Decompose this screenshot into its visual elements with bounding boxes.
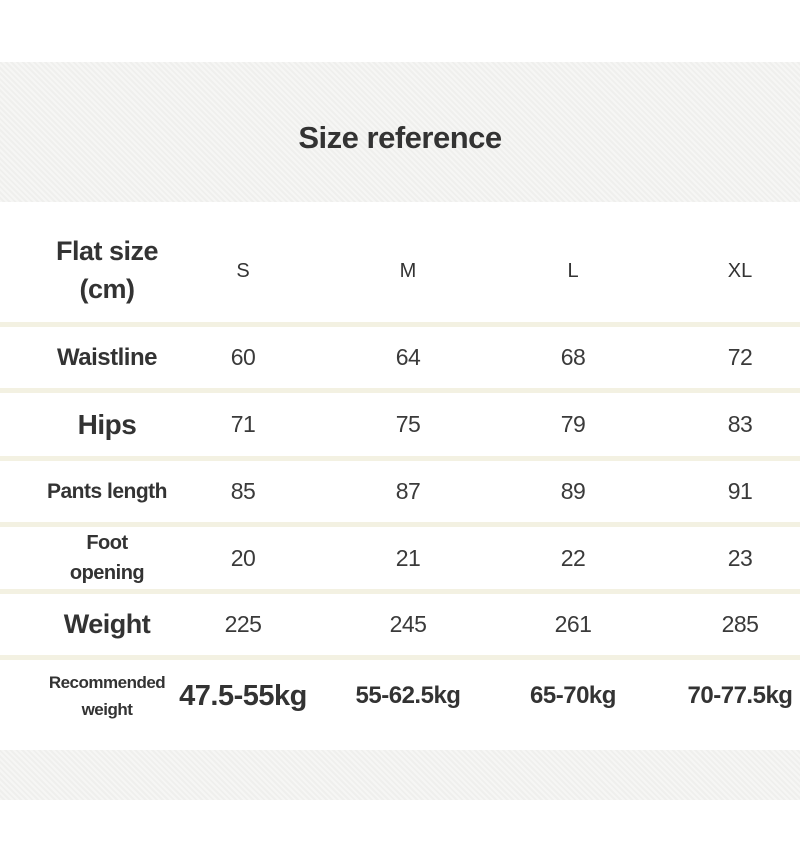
row-label-cell [0,461,170,522]
table-row-waistline [0,322,800,388]
row-label-cell [0,527,170,589]
table-row-hips [0,388,800,456]
cell-pants-length-s: 85 [230,478,256,504]
column-header-m: M [399,259,417,282]
cell-hips-xl: 83 [727,411,753,437]
table-header-row [0,202,800,322]
cell-weight-l: 261 [554,611,592,637]
row-label-waistline: Waistline [57,343,157,371]
cell-weight-s: 225 [224,611,262,637]
row-label-recommended-weight: Recommended weight [48,672,166,719]
row-label-foot-opening: Foot opening [69,532,145,584]
cell-recommended-weight-l: 65-70kg [530,682,616,709]
corner-label: Flat size (cm) [55,236,159,304]
row-label-pants-length: Pants length [46,479,167,503]
cell-pants-length-l: 89 [560,478,586,504]
cell-weight-m: 245 [389,611,427,637]
footer-band [0,750,800,800]
row-label-cell [0,594,170,655]
table-row-foot-opening [0,522,800,589]
size-reference-page [0,62,800,862]
cell-foot-opening-l: 22 [560,544,586,571]
header-band [0,62,800,202]
cell-pants-length-xl: 91 [727,478,753,504]
page-title: Size reference [298,120,502,155]
cell-waistline-xl: 72 [727,344,753,370]
cell-hips-s: 71 [230,411,256,437]
cell-recommended-weight-m: 55-62.5kg [355,682,461,709]
row-label-hips: Hips [77,408,137,440]
cell-waistline-l: 68 [560,344,586,370]
cell-foot-opening-s: 20 [230,544,256,571]
cell-waistline-s: 60 [230,344,256,370]
corner-cell [0,202,170,322]
cell-foot-opening-xl: 23 [727,544,753,571]
cell-pants-length-m: 87 [395,478,421,504]
cell-waistline-m: 64 [395,344,421,370]
row-label-cell [0,660,170,750]
cell-hips-l: 79 [560,411,586,437]
row-label-weight: Weight [63,609,151,639]
cell-hips-m: 75 [395,411,421,437]
column-header-l: L [567,259,579,282]
column-header-xl: XL [727,259,753,282]
cell-foot-opening-m: 21 [395,544,421,571]
cell-recommended-weight-s: 47.5-55kg [179,679,307,712]
cell-recommended-weight-xl: 70-77.5kg [687,682,793,709]
table-row-recommended-weight [0,655,800,750]
row-label-cell [0,327,170,388]
column-header-s: S [236,259,250,282]
cell-weight-xl: 285 [721,611,759,637]
table-row-pants-length [0,456,800,522]
table-row-weight [0,589,800,655]
row-label-cell [0,393,170,456]
size-table [0,202,800,750]
